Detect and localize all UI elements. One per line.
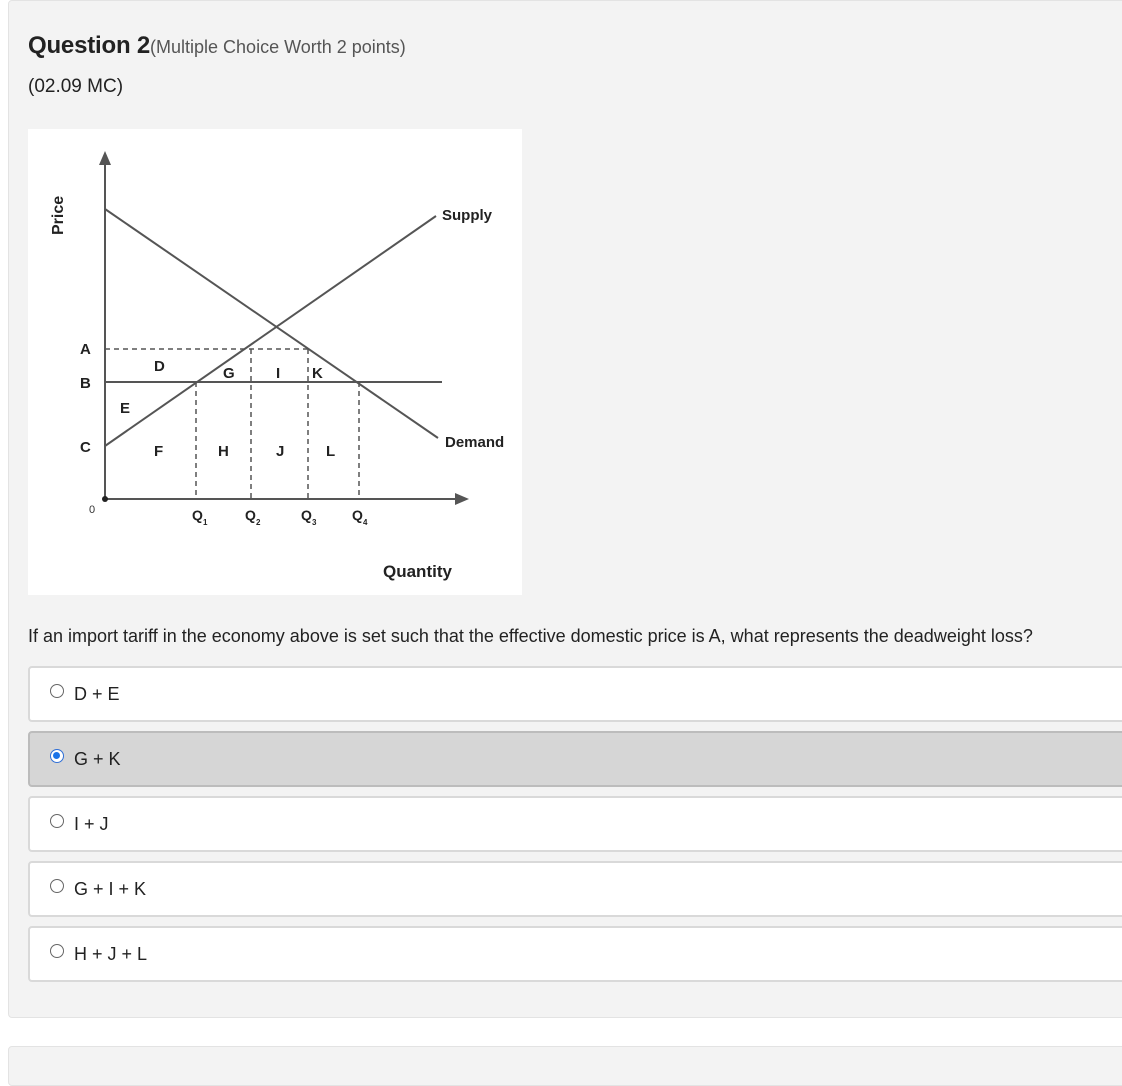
radio-button[interactable]	[50, 684, 64, 698]
origin-dot	[102, 496, 108, 502]
area-label-e: E	[120, 400, 131, 417]
q-label: Q	[192, 507, 203, 523]
q-subscript: 3	[312, 518, 317, 527]
demand-label: Demand	[445, 434, 505, 451]
choice-option[interactable]	[28, 926, 1122, 982]
supply-label: Supply	[442, 207, 493, 224]
radio-button[interactable]	[50, 944, 64, 958]
choice-label: I + J	[74, 814, 109, 834]
choice-option-selected[interactable]	[28, 731, 1122, 787]
x-axis-label: Quantity	[383, 562, 452, 581]
choice-option[interactable]	[28, 666, 1122, 722]
q-label: Q	[352, 507, 363, 523]
question-code: (02.09 MC)	[28, 76, 124, 97]
price-label-b: B	[80, 375, 91, 392]
quantity-axis-arrow	[455, 493, 469, 505]
origin-label: 0	[89, 504, 96, 516]
area-label-k: K	[312, 365, 323, 382]
y-axis-label: Price	[50, 195, 67, 235]
area-label-i: I	[276, 365, 281, 382]
q-subscript: 4	[363, 518, 368, 527]
choice-label: G + K	[74, 749, 121, 769]
choice-label: G + I + K	[74, 879, 147, 899]
price-label-c: C	[80, 439, 91, 456]
demand-curve	[105, 209, 438, 438]
radio-button-checked[interactable]	[50, 749, 64, 763]
supply-demand-figure	[28, 129, 522, 595]
choice-option[interactable]	[28, 861, 1122, 917]
q-subscript: 2	[256, 518, 261, 527]
area-label-j: J	[276, 443, 285, 460]
q-subscript: 1	[203, 518, 208, 527]
area-label-h: H	[218, 443, 229, 460]
radio-button[interactable]	[50, 879, 64, 893]
question-header	[28, 32, 406, 60]
choice-option[interactable]	[28, 796, 1122, 852]
quantity-labels	[192, 507, 368, 527]
choice-label: H + J + L	[74, 944, 148, 964]
supply-demand-graph	[28, 129, 522, 595]
price-axis-arrow	[99, 151, 111, 165]
question-worth: (Multiple Choice Worth 2 points)	[150, 37, 406, 57]
radio-button[interactable]	[50, 814, 64, 828]
area-label-f: F	[154, 443, 164, 460]
area-labels	[120, 358, 335, 460]
area-label-g: G	[223, 365, 235, 382]
area-label-l: L	[326, 443, 336, 460]
q-label: Q	[245, 507, 256, 523]
question-title: Question 2	[28, 32, 151, 59]
area-label-d: D	[154, 358, 165, 375]
price-label-a: A	[80, 341, 91, 358]
choice-label: D + E	[74, 684, 120, 704]
next-question-card	[8, 1046, 1122, 1086]
q-label: Q	[301, 507, 312, 523]
supply-curve	[105, 216, 436, 446]
question-prompt: If an import tariff in the economy above is set such that the effective domestic price is A, what represents the deadweight loss?	[28, 626, 1033, 646]
